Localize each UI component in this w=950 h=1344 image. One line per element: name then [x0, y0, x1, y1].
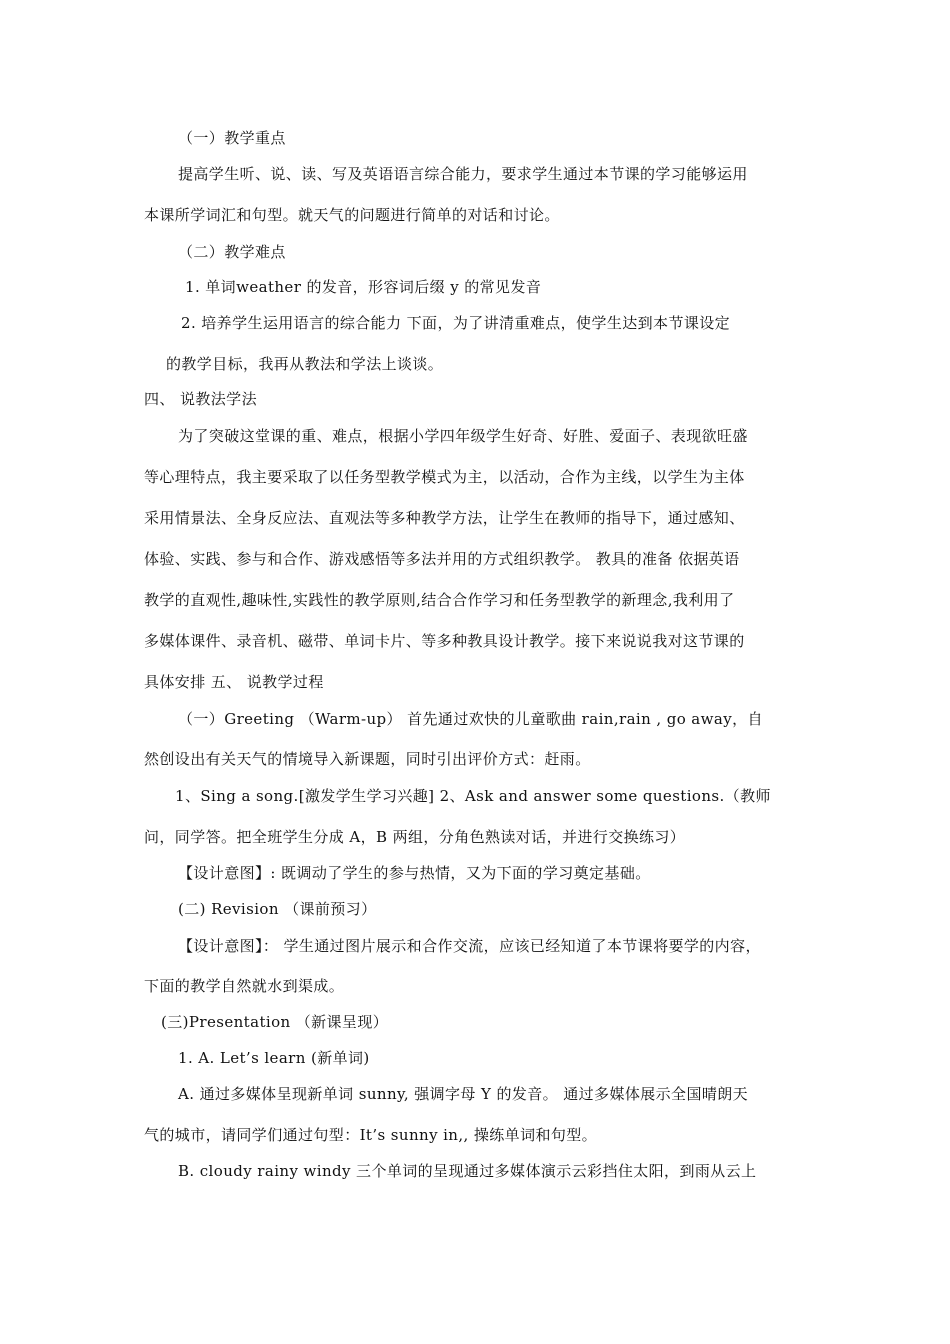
text-line: 体验、实践、参与和合作、游戏感悟等多法并用的方式组织教学。 教具的准备 依据英语: [144, 550, 740, 568]
text-line: （一）Greeting （Warm-up） 首先通过欢快的儿童歌曲 rain,rain , go away，自: [178, 710, 763, 728]
text-line: 气的城市，请同学们通过句型：It’s sunny in,, 操练单词和句型。: [144, 1126, 598, 1144]
text-line: 下面的教学自然就水到渠成。: [144, 977, 345, 995]
text-line: (三)Presentation （新课呈现）: [161, 1013, 389, 1031]
text-line: 等心理特点，我主要采取了以任务型教学模式为主，以活动，合作为主线，以学生为主体: [144, 468, 745, 486]
text-line: 然创设出有关天气的情境导入新课题，同时引出评价方式：赶雨。: [144, 750, 591, 768]
section-heading: 四、 说教法学法: [144, 390, 257, 408]
text-line: 1、Sing a song.[激发学生学习兴趣] 2、Ask and answer some questions.（教师: [175, 787, 771, 805]
text-line: 问，同学答。把全班学生分成 A，B 两组，分角色熟读对话，并进行交换练习）: [144, 828, 686, 846]
text-line: 2. 培养学生运用语言的综合能力 下面，为了讲清重难点，使学生达到本节课设定: [181, 314, 731, 332]
text-line: A. 通过多媒体呈现新单词 sunny, 强调字母 Y 的发音。 通过多媒体展示全国晴朗天: [178, 1085, 749, 1103]
text-line: 多媒体课件、录音机、磁带、单词卡片、等多种教具设计教学。接下来说说我对这节课的: [144, 632, 745, 650]
text-line: 1. A. Let’s learn (新单词): [178, 1049, 370, 1067]
text-line: (二) Revision （课前预习）: [178, 900, 377, 918]
text-line: 教学的直观性,趣味性,实践性的教学原则,结合合作学习和任务型教学的新理念,我利用了: [144, 591, 735, 609]
text-line: 为了突破这堂课的重、难点，根据小学四年级学生好奇、好胜、爱面子、表现欲旺盛: [178, 427, 748, 445]
text-line: 采用情景法、全身反应法、直观法等多种教学方法，让学生在教师的指导下，通过感知、: [144, 509, 745, 527]
text-line: 的教学目标，我再从教法和学法上谈谈。: [166, 355, 444, 373]
text-line: B. cloudy rainy windy 三个单词的呈现通过多媒体演示云彩挡住太阳，到雨从云上: [178, 1162, 757, 1180]
text-line: 具体安排 五、 说教学过程: [144, 673, 324, 691]
text-line: 本课所学词汇和句型。就天气的问题进行简单的对话和讨论。: [144, 206, 560, 224]
text-line: （一）教学重点: [178, 129, 286, 147]
text-line: 1. 单词weather 的发音，形容词后缀 y 的常见发音: [185, 278, 542, 296]
text-line: （二）教学难点: [178, 243, 286, 261]
text-line: 【设计意图】： 学生通过图片展示和合作交流，应该已经知道了本节课将要学的内容，: [178, 937, 761, 955]
text-line: 【设计意图】: 既调动了学生的参与热情，又为下面的学习奠定基础。: [178, 864, 651, 882]
text-line: 提高学生听、说、读、写及英语语言综合能力，要求学生通过本节课的学习能够运用: [178, 165, 748, 183]
